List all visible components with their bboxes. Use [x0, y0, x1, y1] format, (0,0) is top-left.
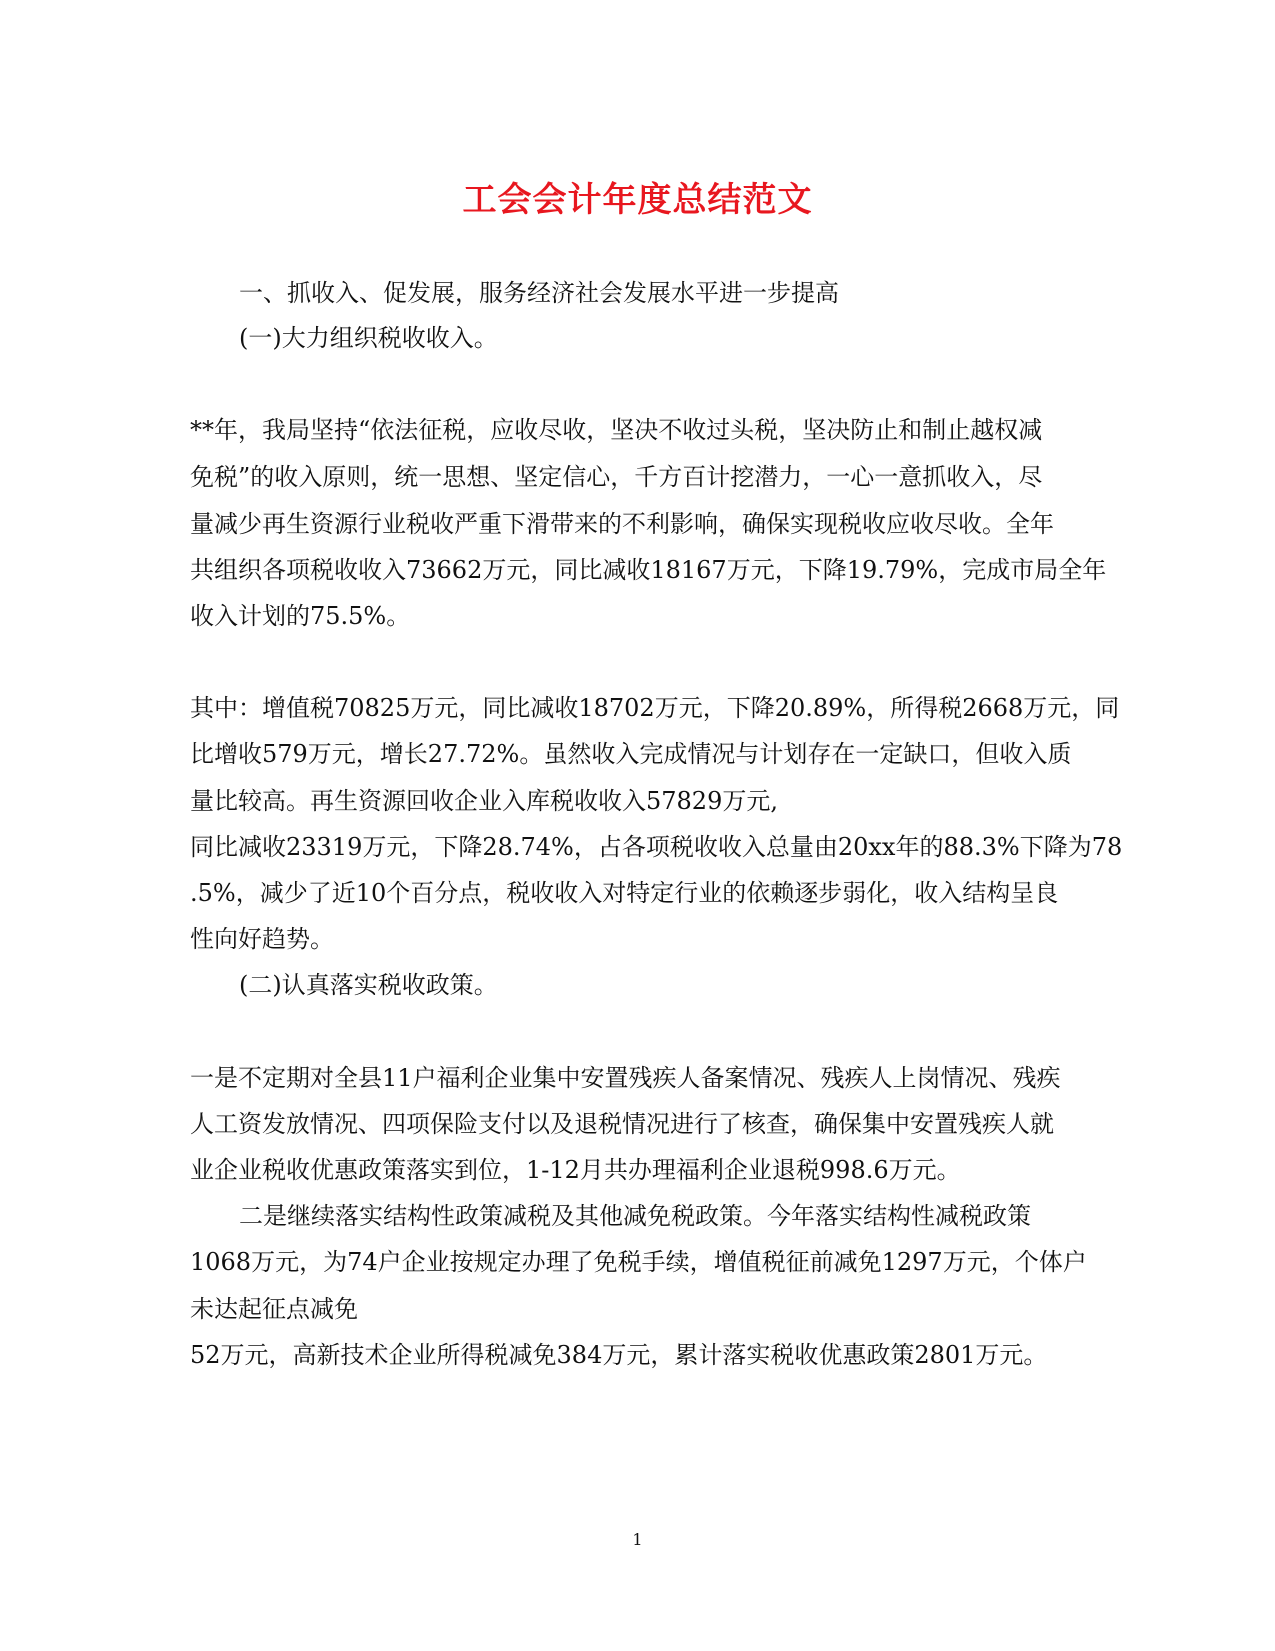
document-title: 工会会计年度总结范文	[462, 180, 813, 220]
paragraph-line: 一是不定期对全县11户福利企业集中安置残疾人备案情况、残疾人上岗情况、残疾	[190, 1064, 1061, 1092]
paragraph-line: **年，我局坚持“依法征税，应收尽收，坚决不收过头税，坚决防止和制止越权减	[190, 416, 1043, 444]
paragraph-line: 比增收579万元，增长27.72%。虽然收入完成情况与计划存在一定缺口，但收入质	[190, 740, 1072, 768]
paragraph-line: 52万元，高新技术企业所得税减免384万元，累计落实税收优惠政策2801万元。	[190, 1341, 1048, 1369]
paragraph-line: 免税”的收入原则，统一思想、坚定信心，千方百计挖潜力，一心一意抓收入，尽	[190, 463, 1043, 491]
paragraph-line: 同比减收23319万元，下降28.74%，占各项税收收入总量由20xx年的88.3%下降为78	[190, 833, 1123, 861]
paragraph-line: .5%，减少了近10个百分点，税收收入对特定行业的依赖逐步弱化，收入结构呈良	[190, 879, 1059, 907]
paragraph-line: 量比较高。再生资源回收企业入库税收收入57829万元,	[190, 787, 778, 815]
paragraph-line: 量减少再生资源行业税收严重下滑带来的不利影响，确保实现税收应收尽收。全年	[190, 510, 1054, 538]
paragraph-line: 业企业税收优惠政策落实到位，1-12月共办理福利企业退税998.6万元。	[190, 1156, 961, 1184]
paragraph-line: 未达起征点减免	[190, 1295, 358, 1323]
section-heading: 一、抓收入、促发展，服务经济社会发展水平进一步提高	[239, 279, 839, 307]
paragraph-line: 共组织各项税收收入73662万元，同比减收18167万元，下降19.79%，完成市局全年	[190, 556, 1107, 584]
page-number: 1	[632, 1530, 643, 1549]
subsection-heading: (二)认真落实税收政策。	[239, 971, 498, 999]
paragraph-line: 二是继续落实结构性政策减税及其他减免税政策。今年落实结构性减税政策	[239, 1202, 1031, 1230]
paragraph-line: 其中：增值税70825万元，同比减收18702万元，下降20.89%，所得税2668万元，同	[190, 694, 1120, 722]
paragraph-line: 收入计划的75.5%。	[190, 602, 411, 630]
subsection-heading: (一)大力组织税收收入。	[239, 324, 498, 352]
paragraph-line: 性向好趋势。	[190, 925, 334, 953]
paragraph-line: 1068万元，为74户企业按规定办理了免税手续，增值税征前减免1297万元，个体户	[190, 1248, 1087, 1276]
paragraph-line: 人工资发放情况、四项保险支付以及退税情况进行了核查，确保集中安置残疾人就	[190, 1110, 1054, 1138]
